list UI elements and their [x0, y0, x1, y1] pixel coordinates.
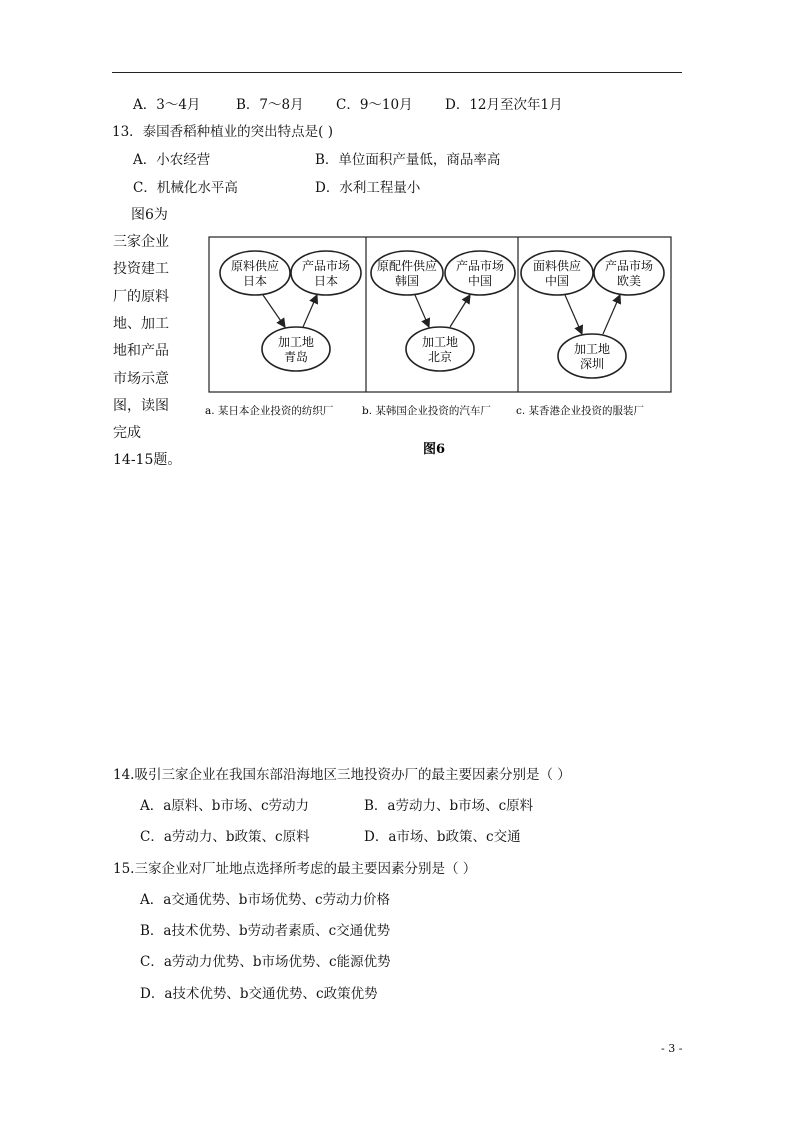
intro-line: 图6为: [131, 207, 168, 223]
q15-option-b: B．a技术优势、b劳动者素质、c交通优势: [140, 923, 391, 939]
page-number: - 3 -: [661, 1042, 683, 1055]
arrow-supply-to-process: [565, 295, 582, 334]
q15-option-d: D．a技术优势、b交通优势、c政策优势: [140, 986, 378, 1002]
intro-line: 地、加工: [113, 316, 169, 332]
q13-option-b: B．单位面积产量低，商品率高: [315, 152, 501, 168]
panel-a-label: a. 某日本企业投资的纺织厂: [205, 405, 334, 417]
intro-line: 地和产品: [113, 343, 169, 359]
market-node: [445, 251, 515, 295]
supply-title: 原料供应: [230, 259, 280, 273]
q13-option-c: C．机械化水平高: [133, 180, 238, 196]
market-node: [594, 251, 664, 295]
intro-line: 厂的原料: [113, 289, 169, 305]
supply-title: 面料供应: [532, 259, 582, 273]
q13-option-a: A．小农经营: [133, 152, 211, 168]
q12-option-c: C．9～10月: [336, 97, 413, 113]
arrow-process-to-market: [450, 295, 470, 327]
intro-line: 市场示意: [113, 371, 169, 387]
market-place: 日本: [313, 274, 339, 288]
process-node: [262, 327, 330, 371]
intro-line: 14-15题。: [113, 452, 182, 468]
arrow-process-to-market: [603, 295, 620, 334]
q12-option-d: D．12月至次年1月: [445, 97, 563, 113]
q15-option-c: C．a劳动力优势、b市场优势、c能源优势: [140, 954, 391, 970]
market-title: 产品市场: [455, 259, 505, 273]
q14-option-a: A．a原料、b市场、c劳动力: [140, 798, 310, 814]
supply-place: 日本: [242, 274, 268, 288]
supply-title: 原配件供应: [376, 259, 438, 273]
header-rule: [112, 72, 682, 73]
supply-place: 韩国: [394, 274, 420, 288]
figure-caption: 图6: [422, 442, 446, 457]
supply-node: [521, 251, 593, 295]
q15-option-a: A．a交通优势、b市场优势、c劳动力价格: [140, 892, 390, 908]
intro-line: 三家企业: [113, 234, 169, 250]
process-node: [558, 334, 626, 378]
panel-b: [371, 251, 515, 371]
market-node: [291, 251, 361, 295]
intro-line: 图，读图: [113, 398, 169, 414]
q13-stem: 13．泰国香稻种植业的突出特点是( ): [112, 124, 334, 140]
arrow-supply-to-process: [415, 295, 429, 327]
supply-node: [371, 251, 443, 295]
arrow-process-to-market: [303, 295, 317, 327]
supply-node: [220, 251, 290, 295]
panel-c: [521, 251, 664, 378]
panel-a: [220, 251, 361, 371]
market-place: 欧美: [616, 274, 642, 288]
process-node: [406, 327, 474, 371]
market-title: 产品市场: [301, 259, 351, 273]
q15-stem: 15.三家企业对厂址地点选择所考虑的最主要因素分别是（ ）: [113, 861, 477, 877]
q12-option-a: A．3～4月: [133, 97, 201, 113]
process-title: 加工地: [573, 342, 611, 356]
process-place: 北京: [427, 350, 453, 364]
arrow-supply-to-process: [263, 295, 285, 327]
intro-line: 投资建工: [113, 261, 169, 277]
intro-line: 完成: [113, 425, 141, 441]
q12-option-b: B．7～8月: [236, 97, 304, 113]
q14-option-b: B．a劳动力、b市场、c原料: [364, 798, 534, 814]
process-title: 加工地: [277, 335, 315, 349]
q14-option-c: C．a劳动力、b政策、c原料: [140, 829, 310, 845]
market-title: 产品市场: [604, 259, 654, 273]
q14-option-d: D．a市场、b政策、c交通: [364, 829, 521, 845]
q13-option-d: D．水利工程量小: [315, 180, 421, 196]
panel-c-label: c. 某香港企业投资的服装厂: [516, 405, 645, 417]
process-place: 青岛: [283, 350, 309, 364]
q14-stem: 14.吸引三家企业在我国东部沿海地区三地投资办厂的最主要因素分别是（ ）: [113, 767, 571, 783]
supply-place: 中国: [544, 274, 570, 288]
process-title: 加工地: [421, 335, 459, 349]
process-place: 深圳: [579, 357, 605, 371]
panel-b-label: b. 某韩国企业投资的汽车厂: [362, 405, 491, 417]
figure-6: [205, 232, 675, 460]
market-place: 中国: [467, 274, 493, 288]
